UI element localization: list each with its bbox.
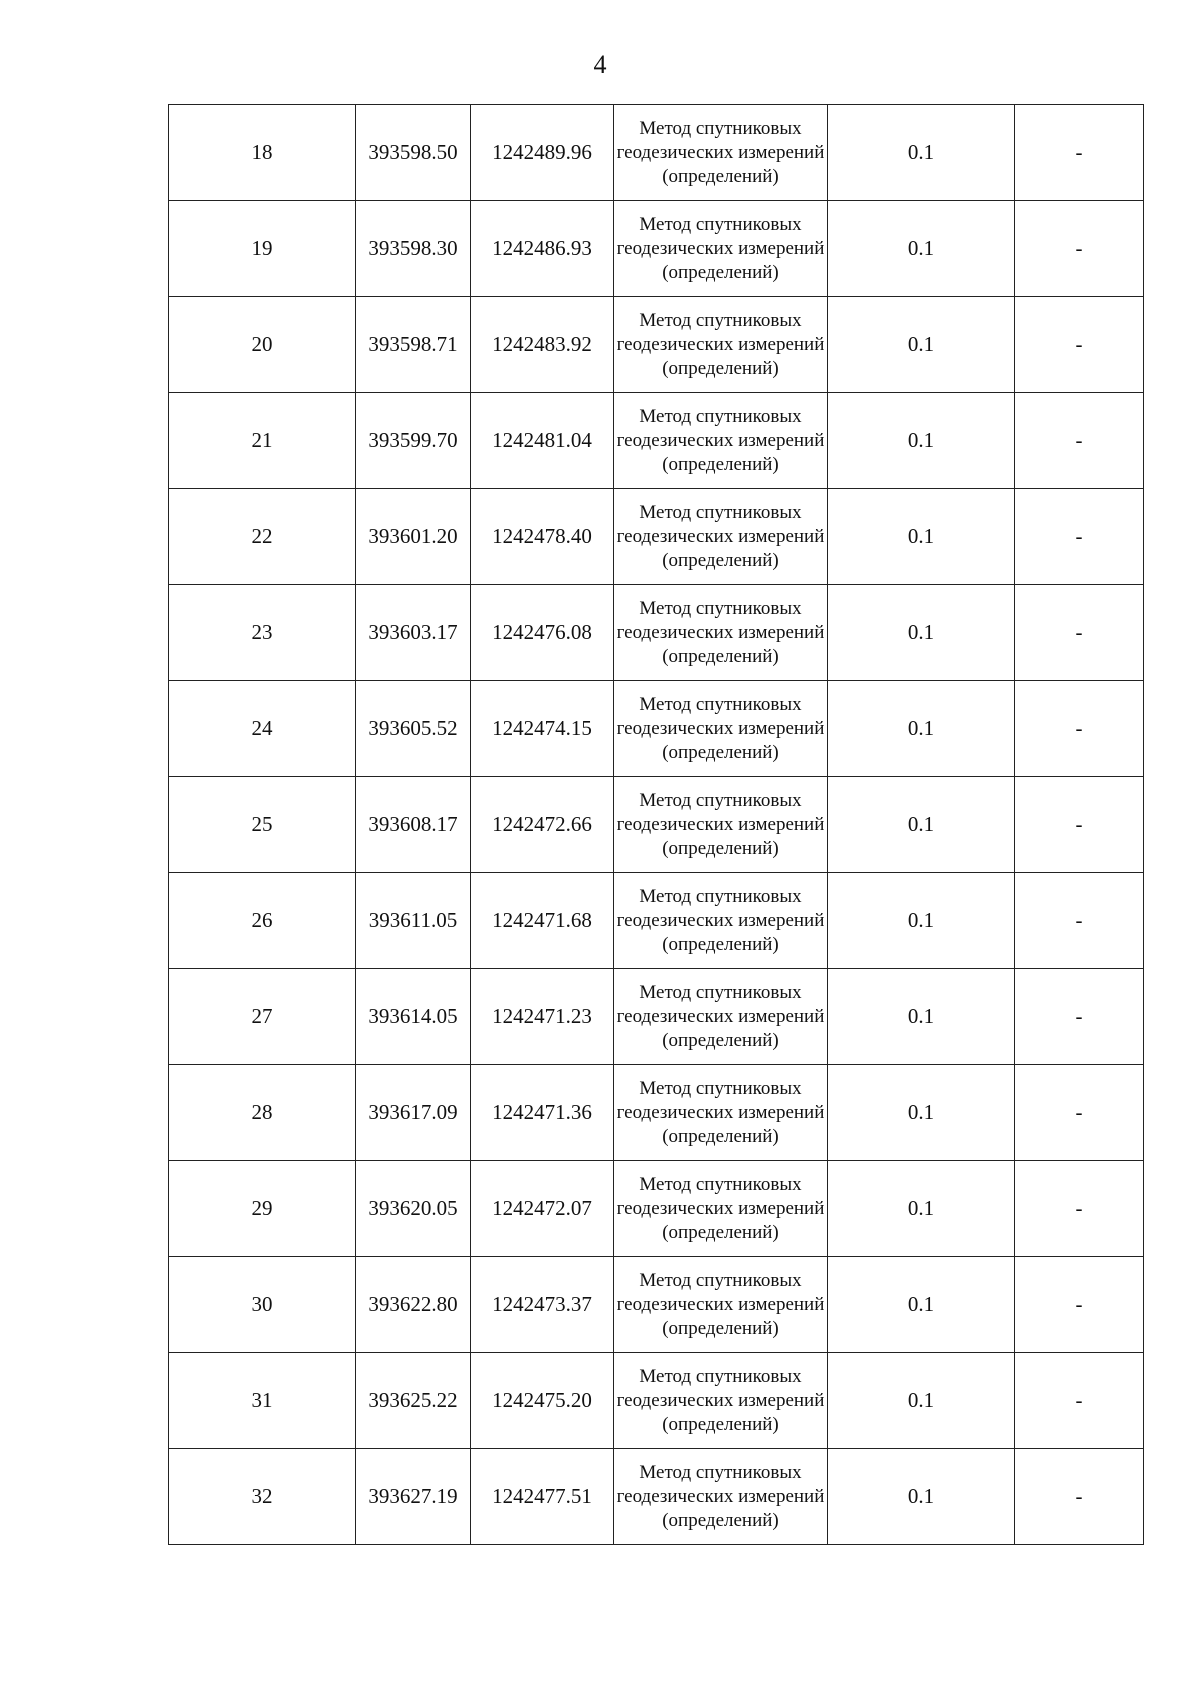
method-cell: Метод спутниковых геодезических измерений (определений) bbox=[614, 585, 828, 681]
accuracy-cell: 0.1 bbox=[828, 201, 1015, 297]
point-number-cell: 32 bbox=[169, 1449, 356, 1545]
method-cell: Метод спутниковых геодезических измерений (определений) bbox=[614, 297, 828, 393]
note-cell: - bbox=[1015, 489, 1144, 585]
coordinate-x-cell: 393625.22 bbox=[356, 1353, 471, 1449]
method-cell: Метод спутниковых геодезических измерений (определений) bbox=[614, 1065, 828, 1161]
coordinate-y-cell: 1242489.96 bbox=[471, 105, 614, 201]
coordinate-y-cell: 1242472.66 bbox=[471, 777, 614, 873]
coordinate-x-cell: 393620.05 bbox=[356, 1161, 471, 1257]
coordinate-x-cell: 393605.52 bbox=[356, 681, 471, 777]
point-number-cell: 26 bbox=[169, 873, 356, 969]
table-row bbox=[169, 681, 1144, 777]
method-cell: Метод спутниковых геодезических измерений (определений) bbox=[614, 105, 828, 201]
method-cell: Метод спутниковых геодезических измерений (определений) bbox=[614, 393, 828, 489]
table-row bbox=[169, 105, 1144, 201]
coordinate-x-cell: 393601.20 bbox=[356, 489, 471, 585]
coordinate-x-cell: 393603.17 bbox=[356, 585, 471, 681]
point-number-cell: 19 bbox=[169, 201, 356, 297]
coordinate-y-cell: 1242486.93 bbox=[471, 201, 614, 297]
method-cell: Метод спутниковых геодезических измерений (определений) bbox=[614, 777, 828, 873]
accuracy-cell: 0.1 bbox=[828, 297, 1015, 393]
point-number-cell: 31 bbox=[169, 1353, 356, 1449]
coordinate-x-cell: 393617.09 bbox=[356, 1065, 471, 1161]
coordinate-y-cell: 1242473.37 bbox=[471, 1257, 614, 1353]
method-cell: Метод спутниковых геодезических измерений (определений) bbox=[614, 1257, 828, 1353]
method-cell: Метод спутниковых геодезических измерений (определений) bbox=[614, 873, 828, 969]
point-number-cell: 21 bbox=[169, 393, 356, 489]
table-row bbox=[169, 1161, 1144, 1257]
table-row bbox=[169, 1449, 1144, 1545]
accuracy-cell: 0.1 bbox=[828, 393, 1015, 489]
coordinate-y-cell: 1242471.23 bbox=[471, 969, 614, 1065]
method-cell: Метод спутниковых геодезических измерений (определений) bbox=[614, 1161, 828, 1257]
coordinate-y-cell: 1242476.08 bbox=[471, 585, 614, 681]
note-cell: - bbox=[1015, 393, 1144, 489]
table-row bbox=[169, 969, 1144, 1065]
coordinate-x-cell: 393627.19 bbox=[356, 1449, 471, 1545]
table-row bbox=[169, 201, 1144, 297]
table-row bbox=[169, 1257, 1144, 1353]
point-number-cell: 30 bbox=[169, 1257, 356, 1353]
note-cell: - bbox=[1015, 585, 1144, 681]
accuracy-cell: 0.1 bbox=[828, 1353, 1015, 1449]
point-number-cell: 27 bbox=[169, 969, 356, 1065]
table-row bbox=[169, 873, 1144, 969]
coordinate-x-cell: 393608.17 bbox=[356, 777, 471, 873]
coordinate-y-cell: 1242474.15 bbox=[471, 681, 614, 777]
table-row bbox=[169, 1353, 1144, 1449]
coordinate-x-cell: 393611.05 bbox=[356, 873, 471, 969]
table-row bbox=[169, 489, 1144, 585]
method-cell: Метод спутниковых геодезических измерений (определений) bbox=[614, 681, 828, 777]
coordinate-x-cell: 393599.70 bbox=[356, 393, 471, 489]
coordinates-table bbox=[168, 104, 1144, 1545]
note-cell: - bbox=[1015, 1353, 1144, 1449]
accuracy-cell: 0.1 bbox=[828, 1065, 1015, 1161]
accuracy-cell: 0.1 bbox=[828, 1161, 1015, 1257]
note-cell: - bbox=[1015, 105, 1144, 201]
coordinate-x-cell: 393598.30 bbox=[356, 201, 471, 297]
note-cell: - bbox=[1015, 681, 1144, 777]
accuracy-cell: 0.1 bbox=[828, 1449, 1015, 1545]
accuracy-cell: 0.1 bbox=[828, 1257, 1015, 1353]
coordinate-x-cell: 393598.50 bbox=[356, 105, 471, 201]
point-number-cell: 28 bbox=[169, 1065, 356, 1161]
point-number-cell: 29 bbox=[169, 1161, 356, 1257]
coordinate-x-cell: 393622.80 bbox=[356, 1257, 471, 1353]
coordinate-x-cell: 393614.05 bbox=[356, 969, 471, 1065]
table-row bbox=[169, 1065, 1144, 1161]
point-number-cell: 24 bbox=[169, 681, 356, 777]
coordinate-y-cell: 1242471.36 bbox=[471, 1065, 614, 1161]
point-number-cell: 25 bbox=[169, 777, 356, 873]
accuracy-cell: 0.1 bbox=[828, 681, 1015, 777]
note-cell: - bbox=[1015, 777, 1144, 873]
coordinate-y-cell: 1242475.20 bbox=[471, 1353, 614, 1449]
coordinate-y-cell: 1242481.04 bbox=[471, 393, 614, 489]
table-row bbox=[169, 393, 1144, 489]
note-cell: - bbox=[1015, 873, 1144, 969]
accuracy-cell: 0.1 bbox=[828, 969, 1015, 1065]
point-number-cell: 22 bbox=[169, 489, 356, 585]
table-row bbox=[169, 777, 1144, 873]
note-cell: - bbox=[1015, 969, 1144, 1065]
coordinate-y-cell: 1242483.92 bbox=[471, 297, 614, 393]
accuracy-cell: 0.1 bbox=[828, 585, 1015, 681]
point-number-cell: 20 bbox=[169, 297, 356, 393]
note-cell: - bbox=[1015, 1065, 1144, 1161]
note-cell: - bbox=[1015, 201, 1144, 297]
accuracy-cell: 0.1 bbox=[828, 105, 1015, 201]
coordinate-x-cell: 393598.71 bbox=[356, 297, 471, 393]
note-cell: - bbox=[1015, 297, 1144, 393]
coordinate-y-cell: 1242478.40 bbox=[471, 489, 614, 585]
method-cell: Метод спутниковых геодезических измерений (определений) bbox=[614, 201, 828, 297]
point-number-cell: 23 bbox=[169, 585, 356, 681]
accuracy-cell: 0.1 bbox=[828, 777, 1015, 873]
page-number: 4 bbox=[593, 50, 607, 79]
method-cell: Метод спутниковых геодезических измерений (определений) bbox=[614, 969, 828, 1065]
coordinate-y-cell: 1242477.51 bbox=[471, 1449, 614, 1545]
table-row bbox=[169, 297, 1144, 393]
coordinate-y-cell: 1242471.68 bbox=[471, 873, 614, 969]
note-cell: - bbox=[1015, 1449, 1144, 1545]
coordinates-table-body bbox=[169, 105, 1144, 1545]
accuracy-cell: 0.1 bbox=[828, 873, 1015, 969]
table-row bbox=[169, 585, 1144, 681]
accuracy-cell: 0.1 bbox=[828, 489, 1015, 585]
method-cell: Метод спутниковых геодезических измерений (определений) bbox=[614, 1449, 828, 1545]
note-cell: - bbox=[1015, 1257, 1144, 1353]
point-number-cell: 18 bbox=[169, 105, 356, 201]
coordinate-y-cell: 1242472.07 bbox=[471, 1161, 614, 1257]
note-cell: - bbox=[1015, 1161, 1144, 1257]
method-cell: Метод спутниковых геодезических измерений (определений) bbox=[614, 1353, 828, 1449]
method-cell: Метод спутниковых геодезических измерений (определений) bbox=[614, 489, 828, 585]
